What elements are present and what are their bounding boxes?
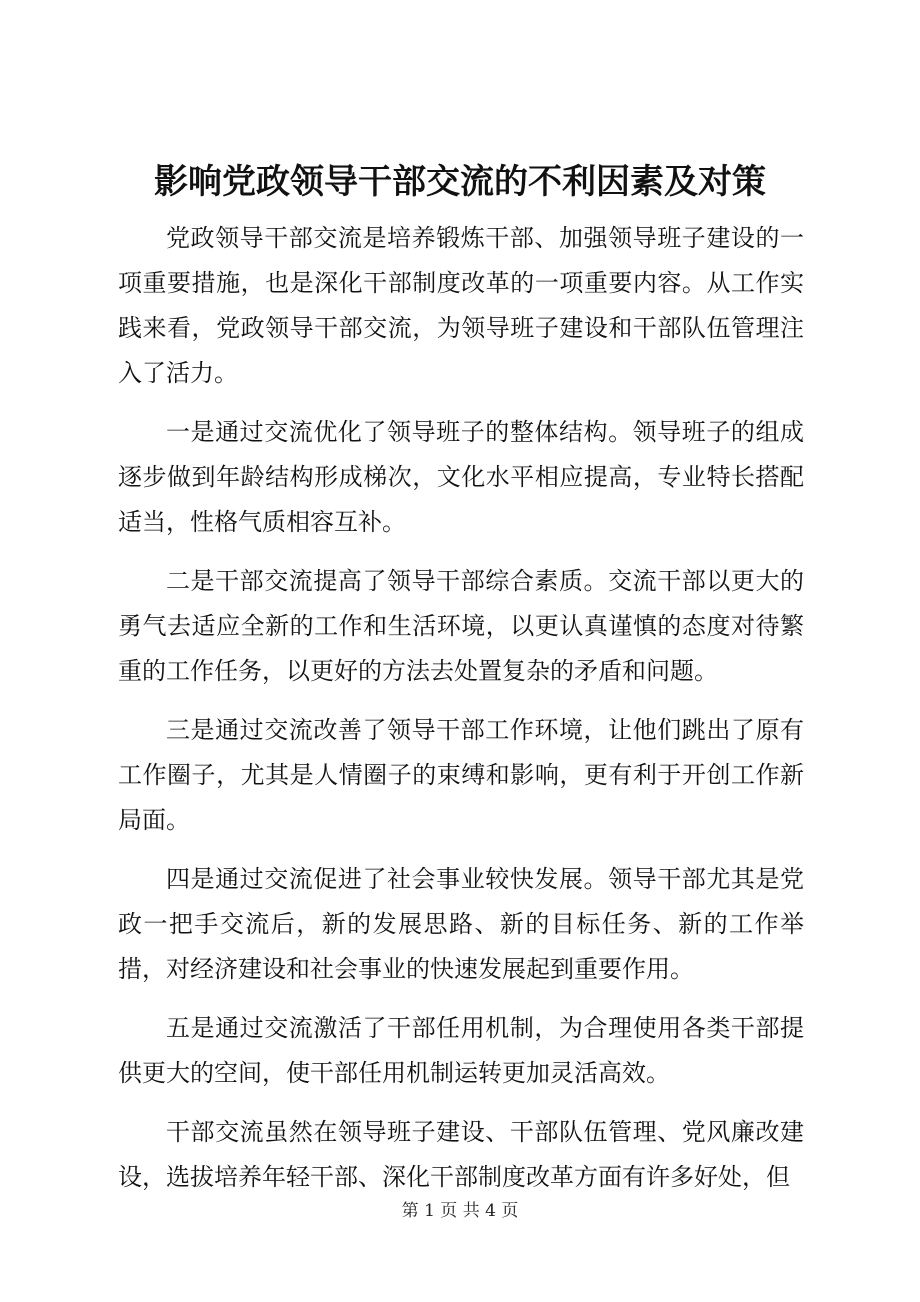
paragraph-point-two: 二是干部交流提高了领导干部综合素质。交流干部以更大的勇气去适应全新的工作和生活环境，以更认真谨慎的态度对待繁重的工作任务，以更好的方法去处置复杂的矛盾和问题。 (118, 567, 804, 685)
paragraph-point-five: 五是通过交流激活了干部任用机制，为合理使用各类干部提供更大的空间，使干部任用机制运转更加灵活高效。 (118, 1014, 804, 1087)
document-body (118, 216, 804, 1214)
paragraph-intro: 党政领导干部交流是培养锻炼干部、加强领导班子建设的一项重要措施，也是深化干部制度改革的一项重要内容。从工作实践来看，党政领导干部交流，为领导班子建设和干部队伍管理注入了活力。 (118, 224, 804, 387)
paragraph-transition: 干部交流虽然在领导班子建设、干部队伍管理、党风廉改建设，选拔培养年轻干部、深化干部制度改革方面有许多好处，但 (118, 1118, 804, 1191)
page-number-footer: 第 1 页 共 4 页 (401, 1201, 519, 1221)
paragraph-point-four: 四是通过交流促进了社会事业较快发展。领导干部尤其是党政一把手交流后，新的发展思路、新的目标任务、新的工作举措，对经济建设和社会事业的快速发展起到重要作用。 (118, 865, 804, 983)
paragraph-point-one: 一是通过交流优化了领导班子的整体结构。领导班子的组成逐步做到年龄结构形成梯次，文化水平相应提高，专业特长搭配适当，性格气质相容互补。 (118, 418, 804, 536)
paragraph-point-three: 三是通过交流改善了领导干部工作环境，让他们跳出了原有工作圈子，尤其是人情圈子的束缚和影响，更有利于开创工作新局面。 (118, 716, 804, 834)
document-title: 影响党政领导干部交流的不利因素及对策 (154, 162, 766, 202)
